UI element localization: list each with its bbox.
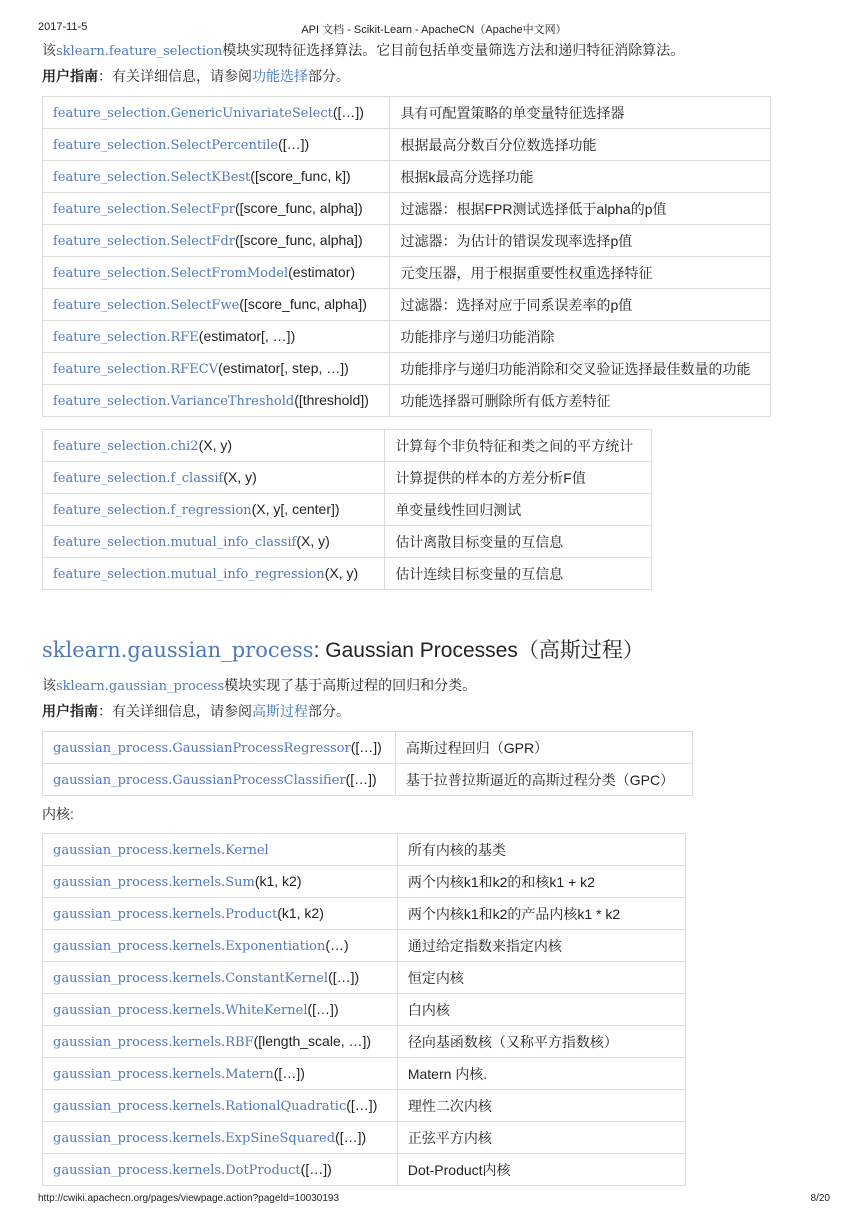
api-description-cell: 根据最高分数百分位数选择功能 xyxy=(390,129,771,161)
table-row xyxy=(43,764,693,796)
api-name-cell xyxy=(43,430,385,462)
api-description-cell: 具有可配置策略的单变量特征选择器 xyxy=(390,97,771,129)
api-signature: ([score_func, alpha]) xyxy=(234,232,363,248)
api-description-cell: 基于拉普拉斯逼近的高斯过程分类（GPC） xyxy=(395,764,692,796)
api-name-cell xyxy=(43,129,390,161)
feature-selection-classes-table xyxy=(42,96,771,417)
feature-selection-intro xyxy=(42,41,684,61)
header-date: 2017-11-5 xyxy=(38,21,88,33)
api-signature: ([…]) xyxy=(307,1001,339,1017)
api-description-cell: 径向基函数核（又称平方指数核） xyxy=(397,1026,685,1058)
table-row xyxy=(43,898,686,930)
api-name-cell xyxy=(43,558,385,590)
guide-link[interactable]: 高斯过程 xyxy=(252,703,308,719)
table-row xyxy=(43,289,771,321)
api-description-cell: 所有内核的基类 xyxy=(397,834,685,866)
guide-end: 部分。 xyxy=(308,703,350,719)
api-description-cell: 功能选择器可删除所有低方差特征 xyxy=(390,385,771,417)
api-function-link[interactable]: feature_selection.f_regression xyxy=(53,503,252,518)
api-name-cell xyxy=(43,962,398,994)
heading-text: : Gaussian Processes（高斯过程） xyxy=(313,639,644,662)
api-description-cell: 计算每个非负特征和类之间的平方统计 xyxy=(385,430,652,462)
api-function-link[interactable]: gaussian_process.kernels.Exponentiation xyxy=(53,939,326,954)
api-description-cell: 正弦平方内核 xyxy=(397,1122,685,1154)
api-name-cell xyxy=(43,1090,398,1122)
guide-end: 部分。 xyxy=(308,68,350,84)
api-name-cell xyxy=(43,930,398,962)
api-description-cell: 过滤器：选择对应于同系误差率的p值 xyxy=(390,289,771,321)
api-name-cell xyxy=(43,526,385,558)
api-description-cell: Dot-Product内核 xyxy=(397,1154,685,1186)
table-row xyxy=(43,353,771,385)
api-function-link[interactable]: feature_selection.SelectFromModel xyxy=(53,266,289,281)
table-row xyxy=(43,1090,686,1122)
api-signature: ([threshold]) xyxy=(294,392,369,408)
guide-label: 用户指南 xyxy=(42,703,98,719)
api-description-cell: 高斯过程回归（GPR） xyxy=(395,732,692,764)
api-signature: ([…]) xyxy=(328,969,360,985)
api-signature: (estimator) xyxy=(288,264,356,280)
api-description-cell: 过滤器：根据FPR测试选择低于alpha的p值 xyxy=(390,193,771,225)
api-function-link[interactable]: feature_selection.SelectKBest xyxy=(53,170,251,185)
intro-suffix: 模块实现特征选择算法。它目前包括单变量筛选方法和递归特征消除算法。 xyxy=(222,42,685,58)
api-name-cell xyxy=(43,385,390,417)
feature-selection-functions-table xyxy=(42,429,652,590)
api-description-cell: 估计离散目标变量的互信息 xyxy=(385,526,652,558)
header-title: API 文档 - Scikit-Learn - ApacheCN（Apache中文网） xyxy=(301,24,567,36)
gaussian-process-intro xyxy=(42,676,476,696)
api-description-cell: 两个内核k1和k2的产品内核k1 * k2 xyxy=(397,898,685,930)
api-name-cell xyxy=(43,494,385,526)
api-name-cell xyxy=(43,225,390,257)
api-description-cell: 功能排序与递归功能消除和交叉验证选择最佳数量的功能 xyxy=(390,353,771,385)
api-function-link[interactable]: feature_selection.mutual_info_classif xyxy=(53,535,297,550)
intro-module-link[interactable]: sklearn.feature_selection xyxy=(56,44,223,59)
api-description-cell: 功能排序与递归功能消除 xyxy=(390,321,771,353)
api-description-cell: 理性二次内核 xyxy=(397,1090,685,1122)
guide-text: ：有关详细信息，请参阅 xyxy=(98,68,252,84)
api-name-cell xyxy=(43,994,398,1026)
api-signature: (X, y) xyxy=(296,533,330,549)
table-row xyxy=(43,930,686,962)
guide-link[interactable]: 功能选择 xyxy=(252,68,308,84)
api-signature: (k1, k2) xyxy=(277,905,324,921)
intro-prefix: 该 xyxy=(42,42,56,58)
intro-prefix: 该 xyxy=(42,677,56,693)
api-signature: ([score_func, alpha]) xyxy=(234,200,363,216)
table-body xyxy=(43,430,652,590)
api-signature: (X, y) xyxy=(223,469,257,485)
api-description-cell: 根据k最高分选择功能 xyxy=(390,161,771,193)
api-function-link[interactable]: feature_selection.mutual_info_regression xyxy=(53,567,325,582)
api-function-link[interactable]: feature_selection.RFECV xyxy=(53,362,219,377)
guide-label: 用户指南 xyxy=(42,68,98,84)
api-name-cell xyxy=(43,1122,398,1154)
api-description-cell: 元变压器，用于根据重要性权重选择特征 xyxy=(390,257,771,289)
api-description-cell: 估计连续目标变量的互信息 xyxy=(385,558,652,590)
api-name-cell xyxy=(43,834,398,866)
api-function-link[interactable]: gaussian_process.kernels.Product xyxy=(53,907,278,922)
api-signature: (…) xyxy=(325,937,349,953)
table-body xyxy=(43,834,686,1186)
api-description-cell: 两个内核k1和k2的和核k1 + k2 xyxy=(397,866,685,898)
intro-module-link[interactable]: sklearn.gaussian_process xyxy=(56,679,225,694)
table-row xyxy=(43,732,693,764)
api-name-cell xyxy=(43,1154,398,1186)
api-name-cell xyxy=(43,161,390,193)
table-row xyxy=(43,558,652,590)
api-function-link[interactable]: gaussian_process.kernels.ExpSineSquared xyxy=(53,1131,336,1146)
api-function-link[interactable]: feature_selection.GenericUnivariateSelect xyxy=(53,106,333,121)
api-name-cell xyxy=(43,898,398,930)
table-row xyxy=(43,193,771,225)
api-name-cell xyxy=(43,866,398,898)
api-function-link[interactable]: feature_selection.chi2 xyxy=(53,439,199,454)
api-function-link[interactable]: gaussian_process.GaussianProcessClassifier xyxy=(53,773,346,788)
api-function-link[interactable]: gaussian_process.kernels.RationalQuadratic xyxy=(53,1099,347,1114)
api-signature: (estimator[, …]) xyxy=(198,328,296,344)
intro-suffix: 模块实现了基于高斯过程的回归和分类。 xyxy=(224,677,477,693)
table-row xyxy=(43,129,771,161)
api-signature: ([…]) xyxy=(346,1097,378,1113)
gaussian-process-kernels-table xyxy=(42,833,686,1186)
api-name-cell xyxy=(43,257,390,289)
api-function-link[interactable]: feature_selection.SelectFpr xyxy=(53,202,235,217)
table-body xyxy=(43,97,771,417)
footer-page-number: 8/20 xyxy=(810,1193,830,1204)
table-row xyxy=(43,526,652,558)
api-signature: ([…]) xyxy=(350,739,382,755)
api-name-cell xyxy=(43,97,390,129)
table-row xyxy=(43,321,771,353)
api-signature: ([score_func, k]) xyxy=(250,168,351,184)
api-function-link[interactable]: gaussian_process.kernels.Sum xyxy=(53,875,255,890)
api-name-cell xyxy=(43,732,396,764)
table-row xyxy=(43,962,686,994)
table-row xyxy=(43,866,686,898)
api-description-cell: 过滤器：为估计的错误发现率选择p值 xyxy=(390,225,771,257)
api-description-cell: Matern 内核. xyxy=(397,1058,685,1090)
api-function-link[interactable]: feature_selection.RFE xyxy=(53,330,199,345)
api-signature: (X, y) xyxy=(324,565,359,581)
table-row xyxy=(43,1122,686,1154)
api-name-cell xyxy=(43,353,390,385)
api-signature: (X, y[, center]) xyxy=(251,501,340,517)
kernels-label: 内核: xyxy=(42,806,74,822)
api-function-link[interactable]: gaussian_process.kernels.ConstantKernel xyxy=(53,971,329,986)
api-function-link[interactable]: feature_selection.f_classif xyxy=(53,471,224,486)
guide-text: ：有关详细信息，请参阅 xyxy=(98,703,252,719)
table-row xyxy=(43,161,771,193)
api-name-cell xyxy=(43,321,390,353)
api-description-cell: 计算提供的样本的方差分析F值 xyxy=(385,462,652,494)
gaussian-process-heading xyxy=(42,636,644,665)
api-signature: (k1, k2) xyxy=(254,873,302,889)
api-signature: (X, y) xyxy=(198,437,233,453)
api-function-link[interactable]: gaussian_process.kernels.Kernel xyxy=(53,843,269,858)
api-description-cell: 通过给定指数来指定内核 xyxy=(397,930,685,962)
api-signature: ([…]) xyxy=(335,1129,367,1145)
api-function-link[interactable]: gaussian_process.kernels.RBF xyxy=(53,1035,254,1050)
api-name-cell xyxy=(43,764,396,796)
api-signature: ([score_func, alpha]) xyxy=(239,296,367,312)
feature-selection-guide xyxy=(42,67,350,85)
api-name-cell xyxy=(43,193,390,225)
api-name-cell xyxy=(43,1058,398,1090)
api-name-cell xyxy=(43,289,390,321)
api-signature: ([…]) xyxy=(345,771,377,787)
api-description-cell: 白内核 xyxy=(397,994,685,1026)
api-signature: ([…]) xyxy=(273,1065,305,1081)
api-function-link[interactable]: gaussian_process.kernels.WhiteKernel xyxy=(53,1003,308,1018)
table-row xyxy=(43,430,652,462)
table-row xyxy=(43,225,771,257)
table-row xyxy=(43,494,652,526)
api-description-cell: 单变量线性回归测试 xyxy=(385,494,652,526)
api-signature: (estimator[, step, …]) xyxy=(218,360,349,376)
table-row xyxy=(43,994,686,1026)
table-row xyxy=(43,1026,686,1058)
api-function-link[interactable]: feature_selection.VarianceThreshold xyxy=(53,394,295,409)
api-signature: ([length_scale, …]) xyxy=(253,1033,372,1049)
table-row xyxy=(43,1154,686,1186)
table-row xyxy=(43,834,686,866)
footer-url: http://cwiki.apachecn.org/pages/viewpage.action?pageId=10030193 xyxy=(38,1193,340,1204)
api-function-link[interactable]: feature_selection.SelectFwe xyxy=(53,298,240,313)
api-function-link[interactable]: feature_selection.SelectFdr xyxy=(53,234,235,249)
heading-module-link[interactable]: sklearn.gaussian_process xyxy=(42,638,314,662)
table-row xyxy=(43,385,771,417)
api-function-link[interactable]: feature_selection.SelectPercentile xyxy=(53,138,279,153)
gaussian-process-classes-table xyxy=(42,731,693,796)
table-row xyxy=(43,257,771,289)
api-function-link[interactable]: gaussian_process.kernels.Matern xyxy=(53,1067,274,1082)
api-signature: ([…]) xyxy=(332,104,364,120)
api-function-link[interactable]: gaussian_process.GaussianProcessRegressor xyxy=(53,741,351,756)
table-row xyxy=(43,1058,686,1090)
table-body xyxy=(43,732,693,796)
api-description-cell: 恒定内核 xyxy=(397,962,685,994)
gaussian-process-guide xyxy=(42,702,350,720)
api-signature: ([…]) xyxy=(278,136,310,152)
api-signature: ([…]) xyxy=(300,1161,332,1177)
api-name-cell xyxy=(43,462,385,494)
table-row xyxy=(43,462,652,494)
api-name-cell xyxy=(43,1026,398,1058)
table-row xyxy=(43,97,771,129)
api-function-link[interactable]: gaussian_process.kernels.DotProduct xyxy=(53,1163,301,1178)
